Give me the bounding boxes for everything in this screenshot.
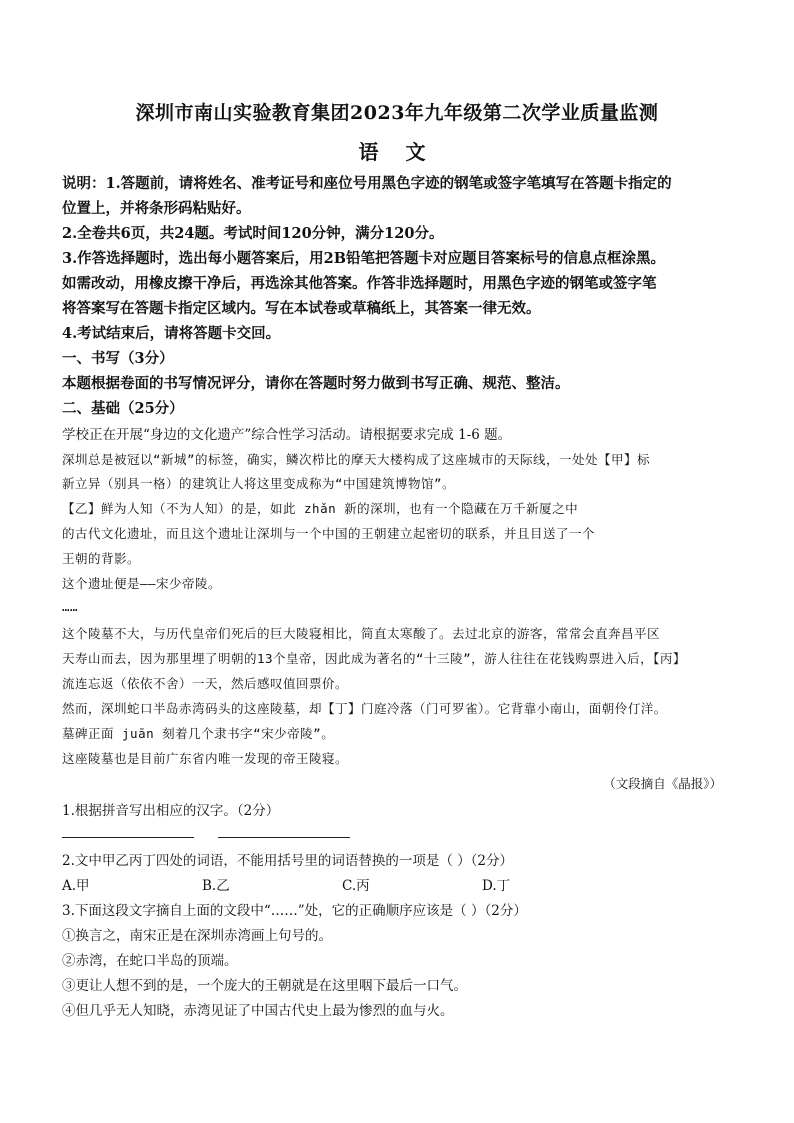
option-d[interactable]: D.丁 [482, 878, 511, 894]
question-3-item: ①换言之，南宋正是在深圳赤湾画上句号的。 [62, 928, 332, 944]
passage-line: …… [62, 599, 79, 614]
section-heading-writing: 一、书写（3分） [62, 350, 174, 367]
passage-line: 王朝的背影。 [62, 551, 141, 566]
instruction-line: 位置上，并将条形码粘贴好。 [62, 200, 251, 217]
question-3-item: ④但几乎无人知晓，赤湾见证了中国古代史上最为惨烈的血与火。 [62, 1003, 454, 1019]
option-b[interactable]: B.乙 [202, 878, 230, 894]
option-c[interactable]: C.丙 [342, 878, 370, 894]
subject-title: 语 文 [358, 140, 436, 164]
instruction-line: 4.考试结束后，请将答题卡交回。 [62, 325, 281, 342]
question-3-item: ②赤湾，在蛇口半岛的顶端。 [62, 953, 238, 969]
instruction-line: 3.作答选择题时，选出每小题答案后，用2B铅笔把答题卡对应题目答案标号的信息点框涂黑。 [62, 250, 665, 267]
question-3: 3.下面这段文字摘自上面的文段中“……”处，它的正确顺序应该是（ ）（2分） [62, 903, 527, 919]
passage-line: 流连忘返（依依不舍）一天，然后感叹值回票价。 [62, 676, 349, 691]
question-2: 2.文中甲乙丙丁四处的词语，不能用括号里的词语替换的一项是（ ）（2分） [62, 853, 514, 869]
question-1: 1.根据拼音写出相应的汉字。（2分） [62, 803, 280, 819]
passage-line: 这座陵墓也是目前广东省内唯一发现的帝王陵寝。 [62, 751, 349, 766]
passage-line: 这个陵墓不大，与历代皇帝们死后的巨大陵寝相比，简直太寒酸了。去过北京的游客，常常会直奔昌平区 [62, 626, 661, 641]
answer-blank-2[interactable] [218, 837, 350, 838]
passage-line: 然而，深圳蛇口半岛赤湾码头的这座陵墓，却【丁】门庭冷落（门可罗雀）。它背靠小南山，面朝伶仃洋。 [62, 701, 667, 716]
instruction-line: 将答案写在答题卡指定区域内。写在本试卷或草稿纸上，其答案一律无效。 [62, 300, 541, 317]
passage-line: 【乙】鲜为人知（不为人知）的是，如此 zhǎn 新的深圳，也有一个隐藏在万千新厦之中 [62, 501, 579, 516]
exam-title: 深圳市南山实验教育集团2023年九年级第二次学业质量监测 [135, 102, 659, 124]
passage-line: 墓碑正面 juān 刻着几个隶书字“宋少帝陵”。 [62, 726, 335, 741]
instruction-line: 如需改动，用橡皮擦干净后，再选涂其他答案。作答非选择题时，用黑色字迹的钢笔或签字笔 [62, 275, 657, 292]
section-heading-basics: 二、基础（25分） [62, 400, 184, 417]
passage-line: 深圳总是被冠以“新城”的标签，确实，鳞次栉比的摩天大楼构成了这座城市的天际线，一处处【甲】标 [62, 452, 651, 467]
passage-line: 这个遗址便是——宋少帝陵。 [62, 576, 222, 591]
passage-line: 天寿山而去，因为那里埋了明朝的13个皇帝，因此成为著名的“十三陵”，游人往往在花钱购票进入后，【丙】 [62, 651, 686, 666]
section-basics-intro: 学校正在开展“身边的文化遗产”综合性学习活动。请根据要求完成 1-6 题。 [62, 427, 512, 443]
instruction-line: 说明：1.答题前，请将姓名、准考证号和座位号用黑色字迹的钢笔或签字笔填写在答题卡指定的 [62, 175, 672, 192]
passage-source: （文段摘自《晶报》） [603, 776, 722, 791]
passage-line: 的古代文化遗址，而且这个遗址让深圳与一个中国的王朝建立起密切的联系，并且目送了一个 [62, 526, 596, 541]
section-writing-text: 本题根据卷面的书写情况评分，请你在答题时努力做到书写正确、规范、整洁。 [62, 375, 570, 392]
option-a[interactable]: A.甲 [62, 878, 90, 894]
passage-line: 新立异（别具一格）的建筑让人将这里变成称为“中国建筑博物馆”。 [62, 476, 456, 491]
instruction-line: 2.全卷共6页，共24题。考试时间120分钟，满分120分。 [62, 225, 444, 242]
answer-blank-1[interactable] [62, 837, 194, 838]
question-3-item: ③更让人想不到的是，一个庞大的王朝就是在这里咽下最后一口气。 [62, 978, 467, 994]
